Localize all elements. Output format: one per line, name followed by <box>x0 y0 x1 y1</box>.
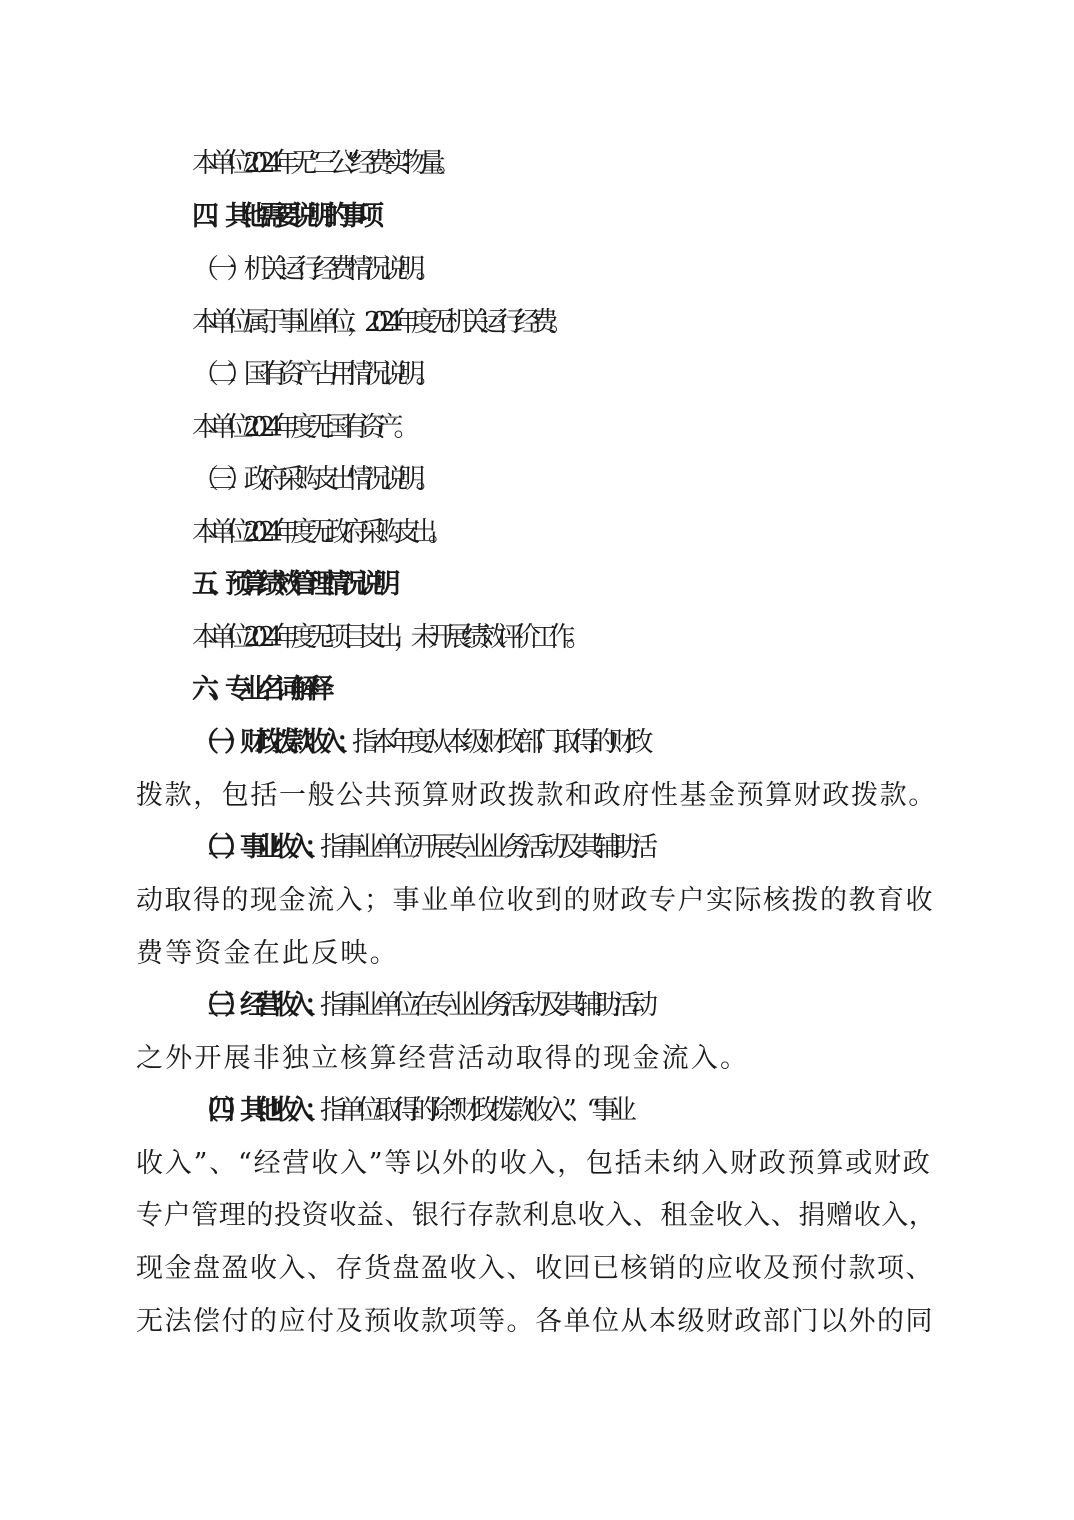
term-1-text-a: 指本年度从本级财政部门取得的财政 <box>352 727 645 758</box>
paragraph-4-2: 本单位2024年度无国有资产。 <box>192 412 411 443</box>
subheading-4-2: （二）国有资产占用情况说明。 <box>192 359 433 390</box>
term-4-line-1 <box>192 1094 994 1128</box>
subheading-4-3: （三）政府采购支出情况说明。 <box>192 464 433 495</box>
term-4-line-4: 现金盘盈收入、存货盘盈收入、收回已核销的应收及预付款项、 <box>136 1253 934 1284</box>
term-1-line-2: 拨款，包括一般公共预算财政拨款和政府性基金预算财政拨款。 <box>136 780 937 811</box>
subheading-4-1: （一）机关运行经费情况说明。 <box>192 254 433 285</box>
term-2-label: （二）事业收入： <box>192 832 320 863</box>
section-heading-6: 六、专业名词解释 <box>192 674 324 705</box>
section-heading-5: 五、预算绩效管理情况说明 <box>192 569 390 600</box>
term-3-line-2: 之外开展非独立核算经营活动取得的现金流入。 <box>136 1043 750 1074</box>
term-3-line-1 <box>192 989 994 1023</box>
paragraph-sangong: 本单位2024年无“三公”经费实物量。 <box>192 148 454 179</box>
term-1-line-1 <box>192 726 994 760</box>
paragraph-5: 本单位2024年度无项目支出，未开展绩效评价工作。 <box>192 622 583 653</box>
section-heading-4: 四、其他需要说明的事项 <box>192 201 374 232</box>
term-4-text-a: 指单位取得的除“财政拨款收入”、“事业 <box>320 1095 629 1126</box>
term-2-text-a: 指事业单位开展专业业务活动及其辅助活 <box>320 832 650 863</box>
term-3-text-a: 指事业单位在专业业务活动及其辅助活动 <box>320 990 650 1021</box>
paragraph-4-3: 本单位2024年度无政府采购支出。 <box>192 517 446 548</box>
term-2-line-3: 费等资金在此反映。 <box>136 938 399 969</box>
paragraph-4-1: 本单位属于事业单位，2024年度无机关运行经费。 <box>192 307 566 338</box>
term-3-label: （三）经营收入： <box>192 990 320 1021</box>
term-4-line-5: 无法偿付的应付及预收款项等。各单位从本级财政部门以外的同 <box>136 1306 934 1337</box>
term-4-label: （四）其他收入： <box>192 1095 320 1126</box>
term-2-line-1 <box>192 831 994 865</box>
term-1-label: （一）财政拨款收入： <box>192 727 352 758</box>
term-4-line-2: 收入”、“经营收入”等以外的收入，包括未纳入财政预算或财政 <box>136 1148 932 1179</box>
term-4-line-3: 专户管理的投资收益、银行存款利息收入、租金收入、捐赠收入， <box>136 1200 937 1231</box>
term-2-line-2: 动取得的现金流入；事业单位收到的财政专户实际核拨的教育收 <box>136 885 934 916</box>
